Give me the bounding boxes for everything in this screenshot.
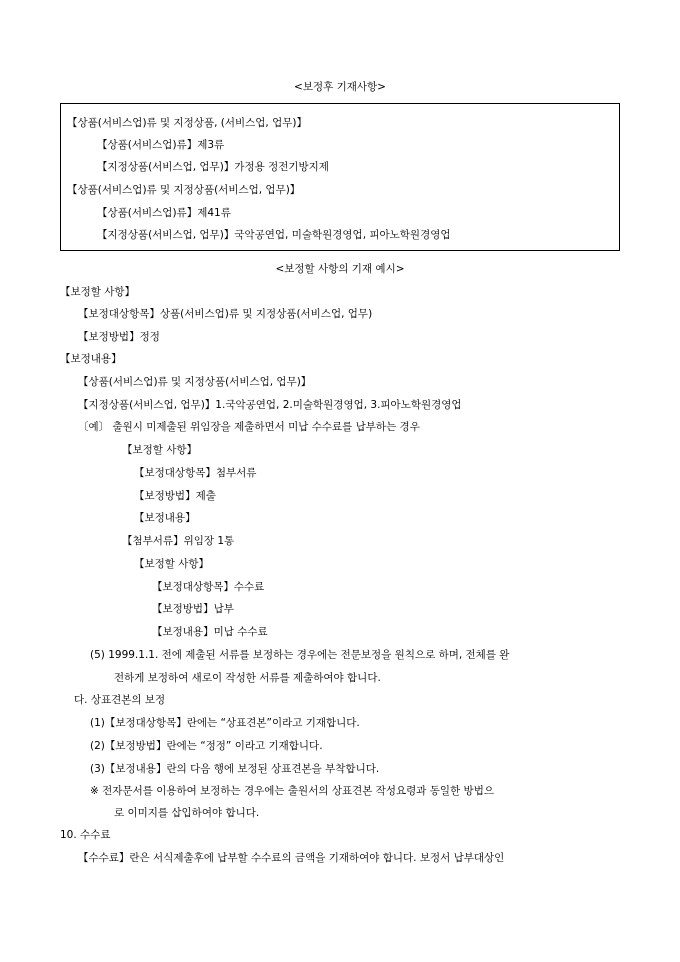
note-line-1: ※ 전자문서를 이용하여 보정하는 경우에는 출원서의 상표견본 작성요령과 동일한 방법으 xyxy=(90,785,494,797)
item-5-line-1: (5) 1999.1.1. 전에 제출된 서류를 보정하는 경우에는 전문보정을 원칙으로 하며, 전체를 완 xyxy=(90,649,510,661)
example-line-11: 【보정내용】 xyxy=(134,512,196,524)
after-line-3: 【지정상품(서비스업, 업무)】가정용 정전기방지제 xyxy=(97,161,329,173)
example-line-3: 【보정방법】정정 xyxy=(78,331,160,343)
after-amendment-title: <보정후 기재사항> xyxy=(294,81,386,93)
example-line-15: 【보정방법】납부 xyxy=(152,603,234,615)
example-title: <보정할 사항의 기재 예시> xyxy=(275,263,405,275)
example-case-heading: 〔예〕 출원시 미제출된 위임장을 제출하면서 미납 수수료를 납부하는 경우 xyxy=(78,421,420,433)
example-line-1: 【보정할 사항】 xyxy=(60,286,136,298)
after-line-2: 【상품(서비스업)류】제3류 xyxy=(97,139,225,151)
example-line-13: 【보정할 사항】 xyxy=(134,558,210,570)
example-line-9: 【보정대상항목】첨부서류 xyxy=(134,467,257,479)
after-line-6: 【지정상품(서비스업, 업무)】국악공연업, 미술학원경영업, 피아노학원경영업 xyxy=(97,229,451,241)
example-line-16: 【보정내용】미납 수수료 xyxy=(152,626,268,638)
da-item-1: (1)【보정대상항목】란에는 “상표견본”이라고 기재합니다. xyxy=(90,717,360,729)
example-line-12: 【첨부서류】위임장 1통 xyxy=(122,535,235,547)
da-item-3: (3)【보정내용】란의 다음 행에 보정된 상표견본을 부착합니다. xyxy=(90,763,380,775)
fee-line: 【수수료】란은 서식제출후에 납부할 수수료의 금액을 기재하여야 합니다. 보정서 납부대상인 xyxy=(78,852,505,864)
example-line-6: 【지정상품(서비스업, 업무)】1.국악공연업, 2.미술학원경영업, 3.피아노학원경영업 xyxy=(78,399,462,411)
example-line-14: 【보정대상항목】수수료 xyxy=(152,581,265,593)
example-line-10: 【보정방법】제출 xyxy=(134,490,216,502)
after-line-5: 【상품(서비스업)류】제41류 xyxy=(97,207,231,219)
item-5-line-2: 전하게 보정하여 새로이 작성한 서류를 제출하여야 합니다. xyxy=(114,672,381,684)
section-da-heading: 다. 상표견본의 보정 xyxy=(74,694,166,706)
example-line-8: 【보정할 사항】 xyxy=(122,444,198,456)
example-line-2: 【보정대상항목】상품(서비스업)류 및 지정상품(서비스업, 업무) xyxy=(78,308,373,320)
da-item-2: (2)【보정방법】란에는 “정정” 이라고 기재합니다. xyxy=(90,740,323,752)
example-line-4: 【보정내용】 xyxy=(60,353,122,365)
note-line-2: 로 이미지를 삽입하여야 합니다. xyxy=(114,807,260,819)
example-line-5: 【상품(서비스업)류 및 지정상품(서비스업, 업무)】 xyxy=(78,376,312,388)
section-10-heading: 10. 수수료 xyxy=(60,829,111,841)
after-line-4: 【상품(서비스업)류 및 지정상품(서비스업, 업무)】 xyxy=(67,184,301,196)
after-line-1: 【상품(서비스업)류 및 지정상품, (서비스업, 업무)】 xyxy=(67,117,307,129)
